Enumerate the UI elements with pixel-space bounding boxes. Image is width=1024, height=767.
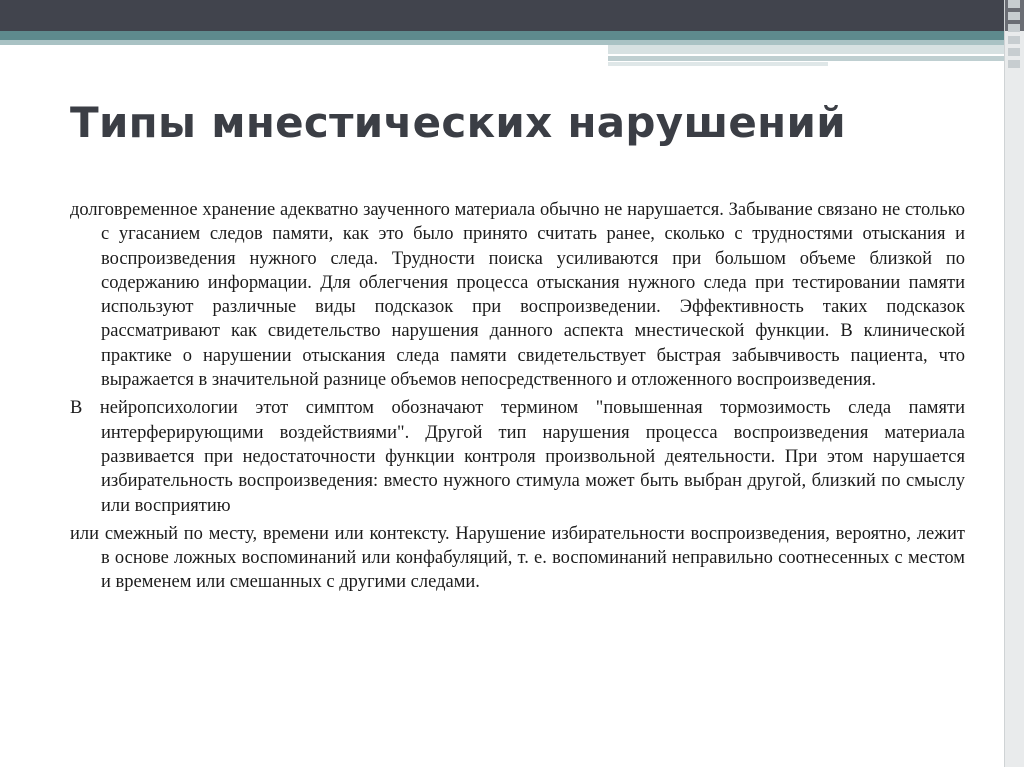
decor-band-2: [608, 56, 1004, 61]
top-teal-band: [0, 31, 1024, 40]
right-edge-panel: [1004, 0, 1024, 767]
right-edge-divider: [1004, 0, 1005, 767]
slide-title: Типы мнестических нарушений: [70, 98, 846, 147]
top-dark-band: [0, 0, 1024, 31]
paragraph-1: долговременное хранение адекватно заученного материала обычно не нарушается. Забывание связано не столько с угасанием следов памяти, как это было принято считать ранее, сколько с трудностями отыскания и воспроизведения нужного следа. Трудности поиска усиливаются при большом объеме близкой по содержанию информации. Для облегчения процесса отыскания нужного следа при тестировании памяти используют различные виды подсказок при воспроизведении. Эффективность таких подсказок рассматривают как свидетельство нарушения данного аспекта мнестической функции. В клинической практике о нарушении отыскания следа памяти свидетельствует быстрая забывчивость пациента, что выражается в значительной разнице объемов непосредственного и отложенного воспроизведения.: [70, 200, 965, 391]
paragraph-3: или смежный по месту, времени или контексту. Нарушение избирательности воспроизведения, вероятно, лежит в основе ложных воспоминаний или конфабуляций, т. е. воспоминаний неправильно соотнесенных с местом и временем или смешанных с другими следами.: [70, 523, 965, 593]
decor-band-3: [608, 62, 828, 66]
paragraph-2: В нейропсихологии этот симптом обозначают термином "повышенная тормозимость следа памяти интерферирующими воздействиями". Другой тип нарушения процесса воспроизведения материала развивается при недостаточности функции контроля произвольной деятельности. При этом нарушается избирательность воспроизведения: вместо нужного стимула может быть выбран другой, близкий по смыслу или восприятию: [70, 398, 965, 516]
decor-band-1: [608, 45, 1004, 54]
right-edge-stripes: [1008, 0, 1020, 80]
slide-body: [70, 198, 965, 595]
